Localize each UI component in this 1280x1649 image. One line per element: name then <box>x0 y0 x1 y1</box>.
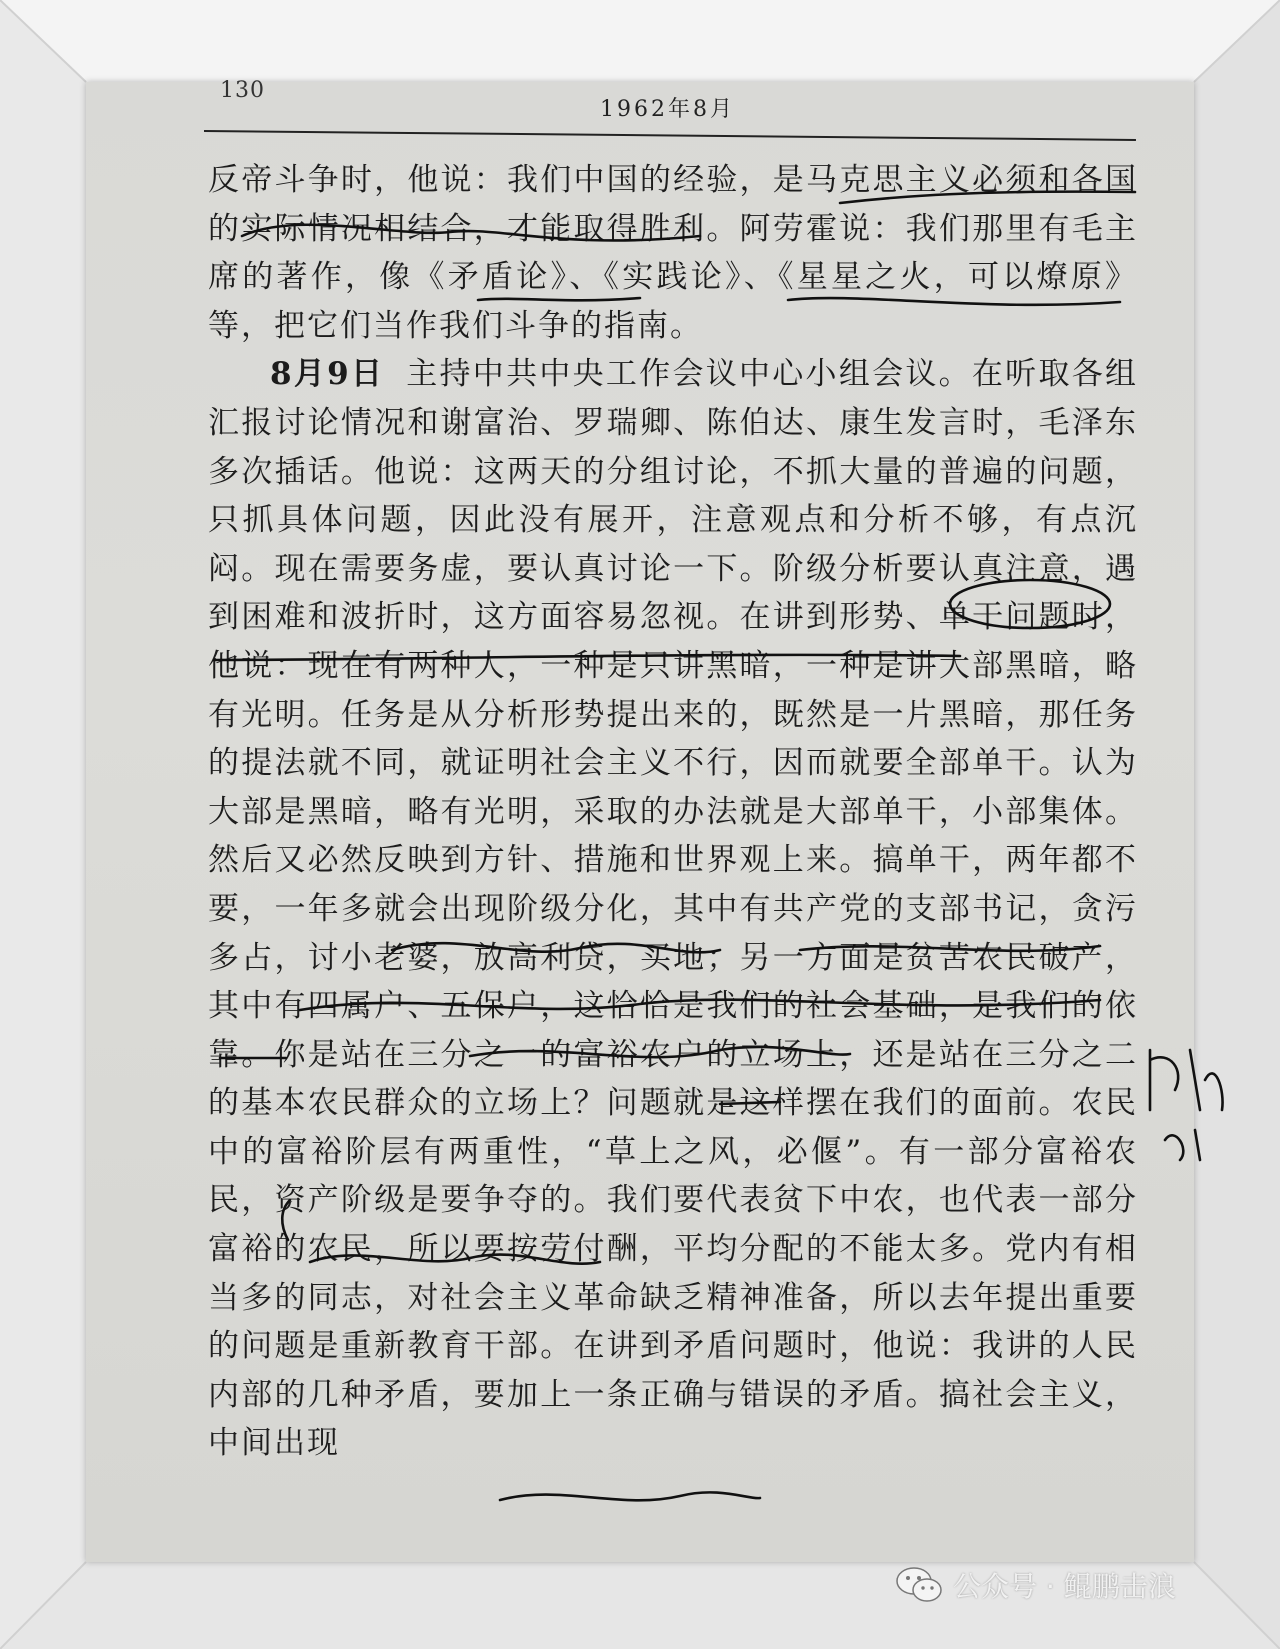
wechat-watermark <box>895 1560 1176 1610</box>
entry-date: 8月9日 <box>270 356 385 393</box>
paragraph: 反帝斗争时，他说：我们中国的经验，是马克思主义必须和各国的实际情况相结合，才能取得胜利。阿劳霍说：我们那里有毛主席的著作，像《矛盾论》、《实践论》、《星星之火，可以燎原》等，把它们当作我们斗争的指南。 <box>208 162 1138 344</box>
page-number: 130 <box>220 78 265 103</box>
diary-entry <box>208 350 1138 1468</box>
wechat-icon <box>895 1565 943 1605</box>
watermark-text: 公众号 · 鲲鹏击浪 <box>953 1570 1176 1603</box>
body-text <box>208 156 1138 1468</box>
running-head: 1962年8月 <box>600 97 735 122</box>
entry-text: 主持中共中央工作会议中心小组会议。在听取各组汇报讨论情况和谢富治、罗瑞卿、陈伯达、康生发言时，毛泽东多次插话。他说：这两天的分组讨论，不抓大量的普遍的问题，只抓具体问题，因此没有展开，注意观点和分析不够，有点沉闷。现在需要务虚，要认真讨论一下。阶级分析要认真注意，遇到困难和波折时，这方面容易忽视。在讲到形势、单干问题时，他说：现在有两种人，一种是只讲黑暗，一种是讲大部黑暗，略有光明。任务是从分析形势提出来的，既然是一片黑暗，那任务的提法就不同，就证明社会主义不行，因而就要全部单干。认为大部是黑暗，略有光明，采取的办法就是大部单干，小部集体。然后又必然反映到方针、措施和世界观上来。搞单干，两年都不要，一年多就会出现阶级分化，其中有共产党的支部书记，贪污多占，讨小老婆，放高利贷，买地；另一方面是贫苦农民破产，其中有四属户、五保户，这恰恰是我们的社会基础，是我们的依靠。你是站在三分之一的富裕农户的立场上，还是站在三分之二的基本农民群众的立场上？问题就是这样摆在我们的面前。农民中的富裕阶层有两重性，“草上之风，必偃”。有一部分富裕农民，资产阶级是要争夺的。我们要代表贫下中农，也代表一部分富裕的农民，所以要按劳付酬，平均分配的不能太多。党内有相当多的同志，对社会主义革命缺乏精神准备，所以去年提出重要的问题是重新教育干部。在讲到矛盾问题时，他说：我讲的人民内部的几种矛盾，要加上一条正确与错误的矛盾。搞社会主义，中间出现 <box>208 356 1139 1462</box>
